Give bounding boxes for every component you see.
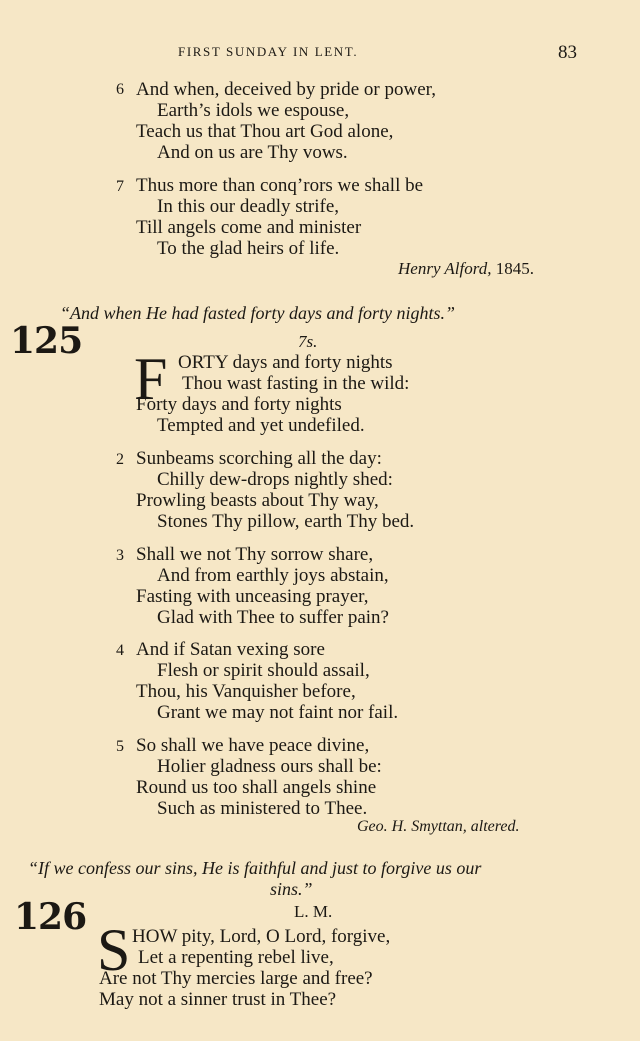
verse-line: And when, deceived by pride or power,	[136, 79, 436, 100]
verse-line: Round us too shall angels shine	[136, 777, 377, 798]
page-number: 83	[558, 42, 577, 63]
verse-line: Forty days and forty nights	[136, 394, 342, 415]
drop-cap: S	[97, 917, 131, 983]
hymn-126-meter: L. M.	[294, 902, 333, 921]
verse-line: Till angels come and minister	[136, 217, 362, 238]
verse-line: Thou wast fasting in the wild:	[182, 373, 410, 394]
verse-line: Such as ministered to Thee.	[157, 798, 368, 819]
verse-line: Sunbeams scorching all the day:	[136, 448, 382, 469]
verse-line: So shall we have peace divine,	[136, 735, 370, 756]
verse-line: Flesh or spirit should assail,	[157, 660, 370, 681]
verse-line: Teach us that Thou art God alone,	[136, 121, 394, 142]
author-name: Henry Alford,	[398, 259, 492, 278]
verse-line: Shall we not Thy sorrow share,	[136, 544, 374, 565]
verse-line: Glad with Thee to suffer pain?	[157, 607, 389, 628]
verse-line: Chilly dew-drops nightly shed:	[157, 469, 393, 490]
hymn-125-epigraph: “And when He had fasted forty days and forty nights.”	[60, 303, 455, 323]
verse-line: Are not Thy mercies large and free?	[99, 968, 373, 989]
verse-line: In this our deadly strife,	[157, 196, 340, 217]
verse-line: Grant we may not faint nor fail.	[157, 702, 399, 723]
hymn-125-attribution: Geo. H. Smyttan, altered.	[357, 818, 520, 835]
hymn-prev-attribution	[398, 259, 534, 279]
stanza-number: 2	[116, 451, 124, 468]
verse-line: And from earthly joys abstain,	[157, 565, 389, 586]
hymn-126-epigraph-line-2: sins.”	[270, 879, 313, 899]
stanza-number: 6	[116, 81, 124, 98]
drop-cap: F	[134, 346, 168, 412]
verse-line: Thou, his Vanquisher before,	[136, 681, 356, 702]
stanza-number: 7	[116, 178, 124, 195]
hymn-126-number: 126	[14, 896, 87, 938]
verse-line: To the glad heirs of life.	[157, 238, 340, 259]
hymn-125-meter: 7s.	[298, 332, 318, 351]
verse-line: And if Satan vexing sore	[136, 639, 325, 660]
verse-line: HOW pity, Lord, O Lord, forgive,	[132, 926, 391, 947]
verse-line: Earth’s idols we espouse,	[157, 100, 350, 121]
hymn-125-number: 125	[10, 320, 83, 362]
header-title: FIRST SUNDAY IN LENT.	[178, 44, 359, 59]
stanza-number: 4	[116, 642, 124, 659]
author-year: 1845.	[495, 259, 534, 278]
verse-line: Holier gladness ours shall be:	[157, 756, 382, 777]
verse-line: Fasting with unceasing prayer,	[136, 586, 369, 607]
stanza-number: 5	[116, 738, 124, 755]
verse-line: ORTY days and forty nights	[178, 352, 393, 373]
verse-line: Tempted and yet undefiled.	[157, 415, 365, 436]
stanza-number: 3	[116, 547, 124, 564]
running-header	[0, 42, 640, 66]
verse-line: May not a sinner trust in Thee?	[99, 989, 337, 1010]
verse-line: Thus more than conq’rors we shall be	[136, 175, 424, 196]
verse-line: Stones Thy pillow, earth Thy bed.	[157, 511, 415, 532]
hymn-126-epigraph-line-1: “If we confess our sins, He is faithful and just to forgive us our	[28, 858, 482, 878]
verse-line: And on us are Thy vows.	[157, 142, 348, 163]
verse-line: Prowling beasts about Thy way,	[136, 490, 379, 511]
verse-line: Let a repenting rebel live,	[138, 947, 334, 968]
